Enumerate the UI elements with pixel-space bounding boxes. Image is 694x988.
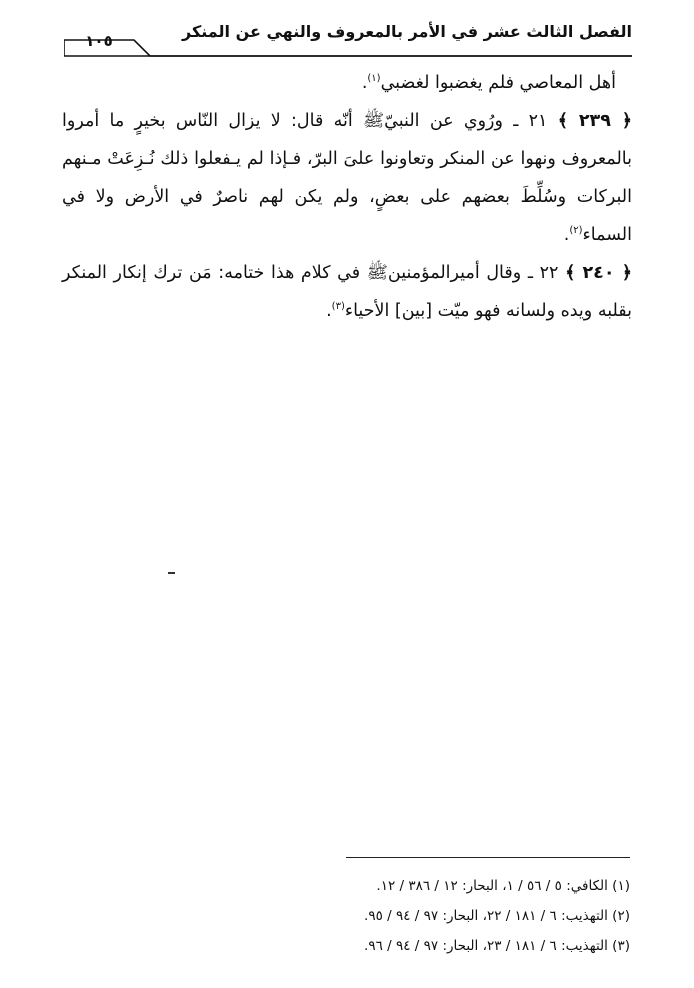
footnote-ref-1: (١) [367, 73, 381, 85]
running-header [64, 18, 632, 62]
chapter-title: الفصل الثالث عشر في الأمر بالمعروف والنهي عن المنكر [182, 22, 632, 41]
stray-mark [168, 572, 175, 574]
continuation-line [62, 64, 632, 102]
hadith-239-text: ٢١ ـ ورُوي عن النبيّ‏ﷺ أنّه قال: لا يزال النّاس بخيرٍ ما أمروا بالمعروف ونهوا عن المنكر وتعاونوا علىَ البرّ، فـإذا لم يـفعلوا ذلك نُـزِعَتْ مـنهم البركات وسُلِّطَ بعضهم على بعضٍ، ولم يكن لهم ناصرٌ في الأرض ولا في السماء [62, 111, 632, 245]
hadith-240-number: ﴿ ٢٤٠ ﴾ [565, 263, 632, 283]
hadith-240-text: ٢٢ ـ وقال أميرالمؤمنين‏ﷺ في كلام هذا ختامه: مَن ترك إنكار المنكر بقلبه ويده ولسانه فهو ميّت [بين] الأحياء [62, 263, 632, 321]
footnote-ref-2: (٢) [569, 225, 583, 237]
footnote-ref-3: (٣) [331, 301, 345, 313]
hadith-240-end: . [326, 301, 332, 321]
footnote-separator [346, 857, 630, 858]
footnote-2: (٢) التهذيب: ٦ / ١٨١ / ٢٢، البحار: ٩٧ / ٩٤ / ٩٥. [364, 908, 630, 924]
footnotes [62, 871, 630, 961]
continuation-end: . [361, 73, 368, 93]
continuation-text: أهل المعاصي فلم يغضبوا لغضبي [380, 73, 616, 93]
page-number: ١٠٥ [85, 32, 113, 50]
hadith-239-number: ﴿ ٢٣٩ ﴾ [557, 111, 632, 131]
hadith-239 [62, 102, 632, 254]
footnote-3: (٣) التهذيب: ٦ / ١٨١ / ٢٣، البحار: ٩٧ / ٩٤ / ٩٦. [364, 938, 630, 954]
hadith-240 [62, 254, 632, 330]
footnote-1: (١) الكافي: ٥ / ٥٦ / ١، البحار: ١٢ / ٣٨٦ / ١٢. [376, 878, 630, 894]
main-text [62, 64, 632, 330]
hadith-239-end: . [563, 225, 570, 245]
